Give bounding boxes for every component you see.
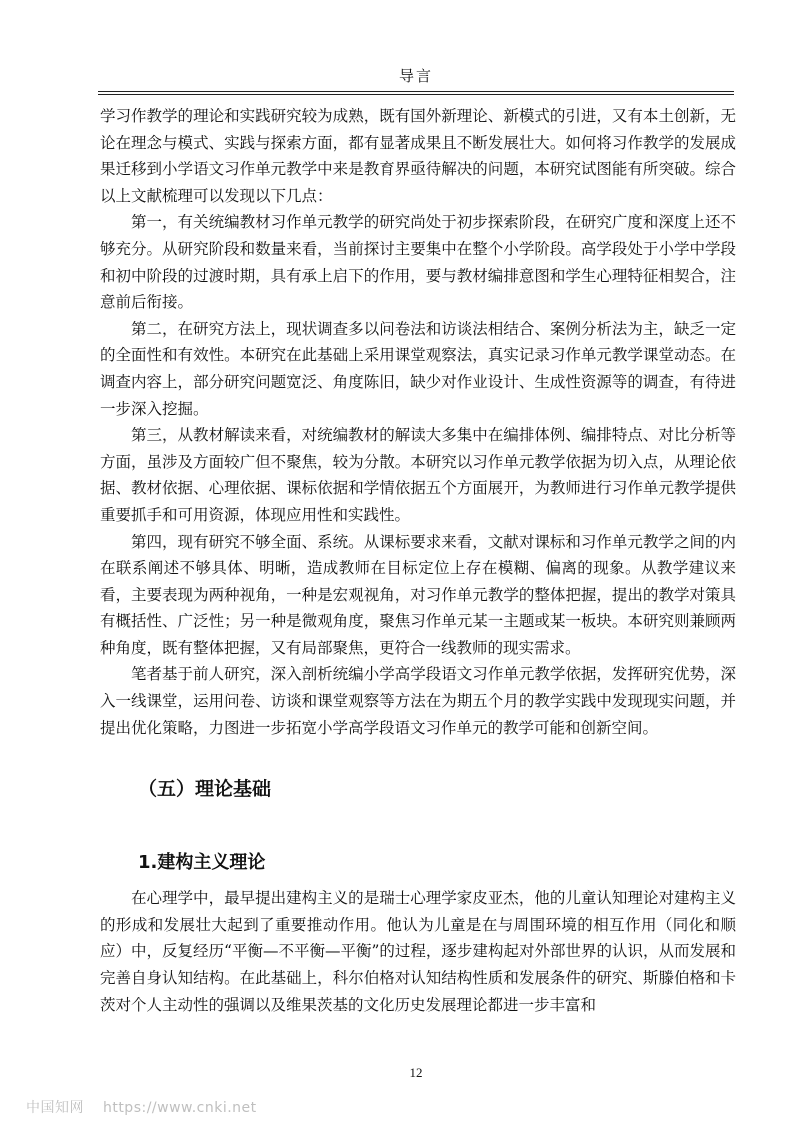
header-rule-double xyxy=(98,94,734,95)
paragraph-point-3: 第三，从教材解读来看，对统编教材的解读大多集中在编排体例、编排特点、对比分析等方面，虽涉及方面较广但不聚焦，较为分散。本研究以习作单元教学依据为切入点，从理论依据、教材依据、心理依据、课标依据和学情依据五个方面展开，为教师进行习作单元教学提供重要抓手和可用资源，体现应用性和实践性。 xyxy=(100,426,736,524)
paragraph-continuation: 学习作教学的理论和实践研究较为成熟，既有国外新理论、新模式的引进，又有本土创新，无论在理念与模式、实践与探索方面，都有显著成果且不断发展壮大。如何将习作教学的发展成果迁移到小学语文习作单元教学中来是教育界亟待解决的问题，本研究试图能有所突破。综合以上文献梳理可以发现以下几点： xyxy=(100,107,736,205)
paragraph-point-2: 第二，在研究方法上，现状调查多以问卷法和访谈法相结合、案例分析法为主，缺乏一定的全面性和有效性。本研究在此基础上采用课堂观察法，真实记录习作单元教学课堂动态。在调查内容上，部分研究问题宽泛、角度陈旧，缺少对作业设计、生成性资源等的调查，有待进一步深入挖掘。 xyxy=(100,319,736,418)
paragraph-summary: 笔者基于前人研究，深入剖析统编小学高学段语文习作单元教学依据，发挥研究优势，深入一线课堂，运用问卷、访谈和课堂观察等方法在为期五个月的教学实践中发现现实问题，并提出优化策略，力图进一步拓宽小学高学段语文习作单元的教学可能和创新空间。 xyxy=(100,665,736,737)
subsection-heading: 1.建构主义理论 xyxy=(138,852,266,874)
page-number: 12 xyxy=(409,1065,423,1080)
watermark xyxy=(26,1097,257,1117)
watermark-brand: 中国知网 xyxy=(26,1100,84,1116)
watermark-url: https://www.cnki.net xyxy=(102,1100,257,1116)
paragraph-point-4: 第四，现有研究不够全面、系统。从课标要求来看，文献对课标和习作单元教学之间的内在联系阐述不够具体、明晰，造成教师在目标定位上存在模糊、偏离的现象。从教学建议来看，主要表现为两种视角，一种是宏观视角，对习作单元教学的整体把握，提出的教学对策具有概括性、广泛性；另一种是微观角度，聚焦习作单元某一主题或某一板块。本研究则兼顾两种角度，既有整体把握，又有局部聚焦，更符合一线教师的现实需求。 xyxy=(100,532,736,657)
running-header: 导言 xyxy=(398,67,433,85)
paragraph-point-1: 第一，有关统编教材习作单元教学的研究尚处于初步探索阶段，在研究广度和深度上还不够充分。从研究阶段和数量来看，当前探讨主要集中在整个小学阶段。高学段处于小学中学段和初中阶段的过渡时期，具有承上启下的作用，要与教材编排意图和学生心理特征相契合，注意前后衔接。 xyxy=(100,213,736,312)
section-heading: （五）理论基础 xyxy=(138,778,272,801)
document-body xyxy=(100,103,736,1018)
header-rule xyxy=(98,91,734,92)
paragraph-constructivism: 在心理学中，最早提出建构主义的是瑞士心理学家皮亚杰，他的儿童认知理论对建构主义的形成和发展壮大起到了重要推动作用。他认为儿童是在与周围环境的相互作用（同化和顺应）中，反复经历“平衡—不平衡—平衡”的过程，逐步建构起对外部世界的认识，从而发展和完善自身认知结构。在此基础上，科尔伯格对认知结构性质和发展条件的研究、斯滕伯格和卡茨对个人主动性的强调以及维果茨基的文化历史发展理论都进一步丰富和 xyxy=(100,889,736,1014)
